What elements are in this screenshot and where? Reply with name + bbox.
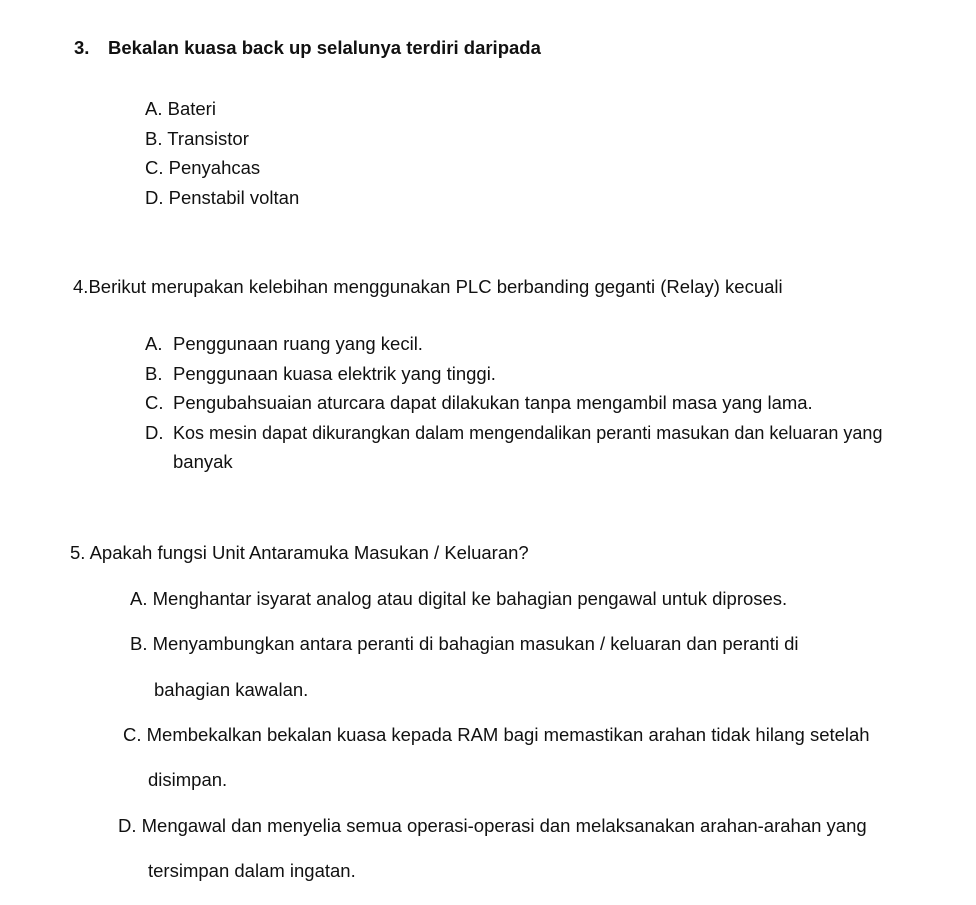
option-5b-continuation: bahagian kawalan. [154,679,309,700]
option-letter: B. [145,128,163,149]
option-4d [145,422,882,444]
option-text: Penggunaan ruang yang kecil. [173,333,423,354]
question-text: Berikut merupakan kelebihan menggunakan PLC berbanding geganti (Relay) kecuali [88,276,783,297]
option-3a [145,98,216,120]
option-4b [145,363,496,385]
option-letter: A. [145,98,163,119]
option-text: Penggunaan kuasa elektrik yang tinggi. [173,363,496,384]
option-3d [145,187,299,209]
question-5 [70,542,529,564]
option-text: Transistor [167,128,249,149]
question-number: 4. [73,276,89,297]
option-5d [118,815,867,837]
option-text: Penyahcas [168,157,261,178]
option-letter: A. [130,588,148,609]
question-3 [74,37,541,59]
option-5d-continuation: tersimpan dalam ingatan. [148,860,356,881]
option-text: Mengawal dan menyelia semua operasi-operasi dan melaksanakan arahan-arahan yang [141,815,867,836]
option-letter: C. [145,157,164,178]
option-letter: B. [130,633,148,654]
option-text: Menyambungkan antara peranti di bahagian masukan / keluaran dan peranti di [152,633,799,654]
question-text: Bekalan kuasa back up selalunya terdiri daripada [108,37,541,58]
option-letter: D. [145,422,164,443]
option-text: Kos mesin dapat dikurangkan dalam mengendalikan peranti masukan dan keluaran yang [173,423,883,443]
option-text: Membekalkan bekalan kuasa kepada RAM bagi memastikan arahan tidak hilang setelah [146,724,870,745]
option-text: Menghantar isyarat analog atau digital ke bahagian pengawal untuk diproses. [152,588,788,609]
option-5c [123,724,870,746]
question-4 [73,276,783,298]
question-number: 3. [74,37,90,58]
option-letter: C. [123,724,142,745]
option-4d-continuation: banyak [173,451,233,472]
option-4a [145,333,423,355]
option-4c [145,392,813,414]
option-letter: D. [145,187,164,208]
question-text: Apakah fungsi Unit Antaramuka Masukan / Keluaran? [89,542,529,563]
option-letter: A. [145,333,163,354]
option-3b [145,128,249,150]
option-letter: D. [118,815,137,836]
question-number: 5. [70,542,86,563]
option-5b [130,633,799,655]
option-text: Pengubahsuaian aturcara dapat dilakukan tanpa mengambil masa yang lama. [173,392,813,413]
option-5a [130,588,787,610]
option-3c [145,157,260,179]
option-5c-continuation: disimpan. [148,769,228,790]
option-letter: B. [145,363,163,384]
option-letter: C. [145,392,164,413]
option-text: Penstabil voltan [168,187,300,208]
option-text: Bateri [167,98,216,119]
